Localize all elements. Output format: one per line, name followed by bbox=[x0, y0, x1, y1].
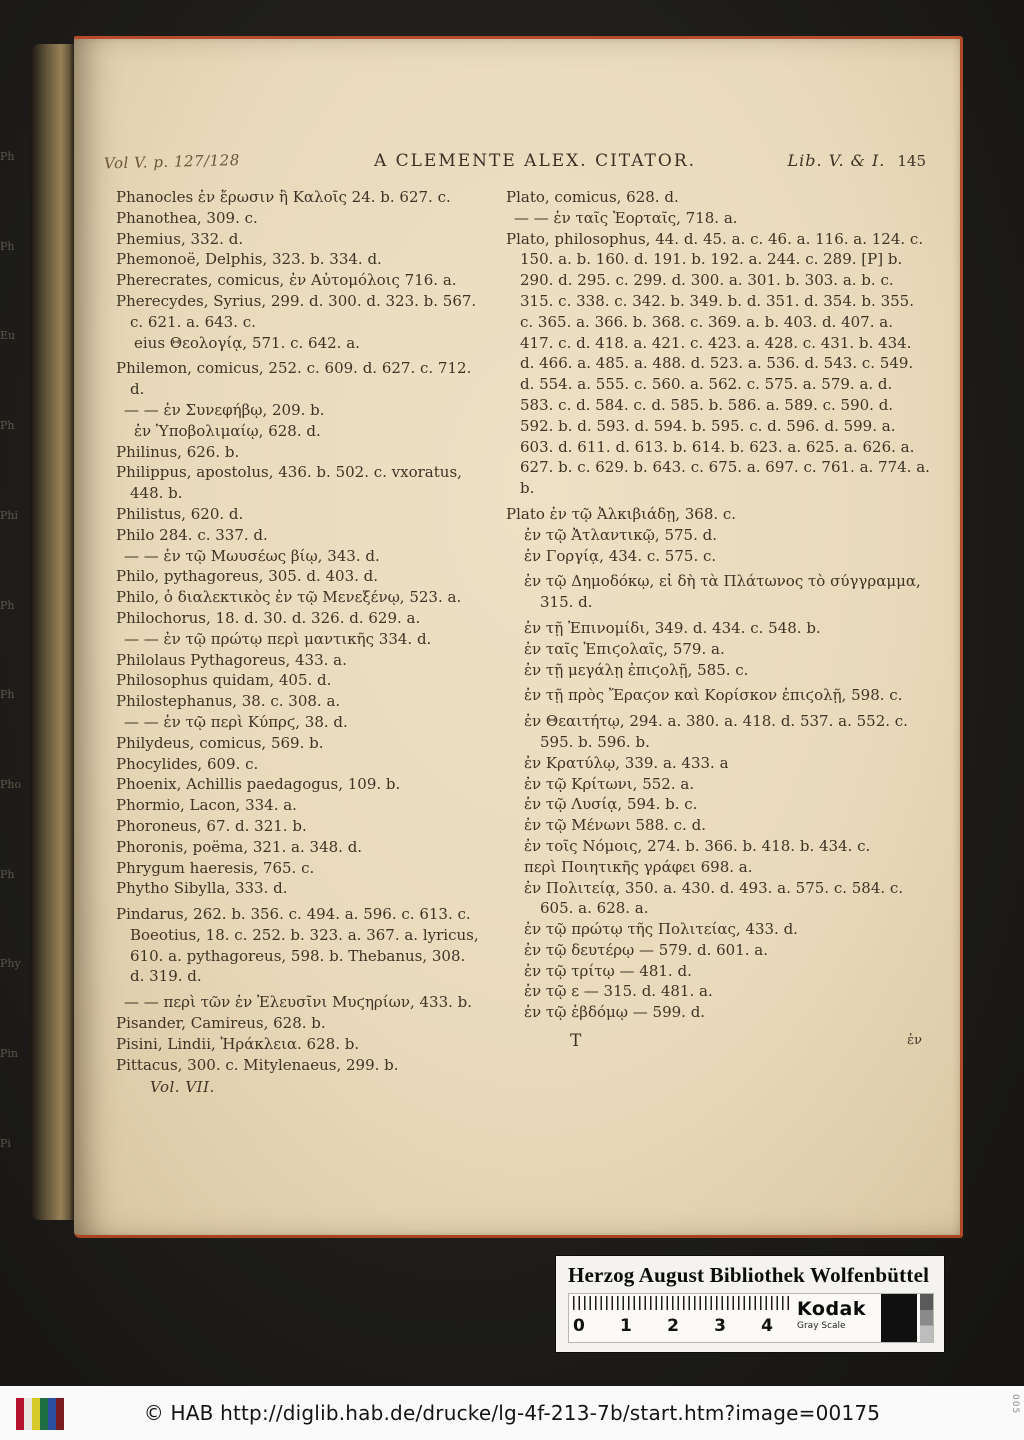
handwritten-annotation: Vol V. p. 127/128 bbox=[103, 150, 240, 173]
edge-fragment: Eu bbox=[0, 329, 16, 343]
edge-fragment: Phy bbox=[0, 957, 21, 971]
color-calibration-strip bbox=[16, 1398, 64, 1430]
page-number: 145 bbox=[897, 152, 926, 170]
index-entry: Philo, ὁ διαλεκτικὸς ἐν τῷ Μενεξένῳ, 523. a. bbox=[116, 588, 462, 607]
index-entry: ἐν τοῖς Νόμοις, 274. b. 366. b. 418. b. 434. c. bbox=[524, 836, 871, 855]
color-swatch bbox=[40, 1398, 48, 1430]
index-entry: Phocylides, 609. c. bbox=[116, 754, 259, 773]
edge-fragment: Pi bbox=[0, 1136, 11, 1150]
ruler-ticks bbox=[573, 1296, 793, 1310]
index-entry: ἐν Κρατύλῳ, 339. a. 433. a bbox=[524, 753, 729, 772]
edge-fragment: Pin bbox=[0, 1047, 19, 1061]
kodak-grayscale-card bbox=[556, 1256, 944, 1352]
black-patch bbox=[881, 1294, 917, 1342]
index-entry: ἐν Ὑποβολιμαίῳ, 628. d. bbox=[134, 421, 321, 440]
index-entry: Philippus, apostolus, 436. b. 502. c. vxoratus, 448. b. bbox=[116, 463, 462, 503]
edge-fragment: Ph bbox=[0, 688, 15, 702]
index-entry: Pittacus, 300. c. Mitylenaeus, 299. b. bbox=[116, 1055, 399, 1074]
index-entry: Pindarus, 262. b. 356. c. 494. a. 596. c. 613. c. Boeotius, 18. c. 252. b. 323. a. 367. a. lyricus, 610. a. pythagoreus, 598. b. Thebanus, 308. d. 319. d. bbox=[116, 905, 479, 986]
color-swatch bbox=[48, 1398, 56, 1430]
signature-mark: T bbox=[570, 1031, 582, 1052]
index-entry: Phanocles ἐν ἔρωσιν ἢ Καλοῖς 24. b. 627. c. bbox=[116, 188, 451, 206]
left-column bbox=[116, 187, 484, 1098]
index-entry: Philydeus, comicus, 569. b. bbox=[116, 733, 324, 752]
book-page bbox=[74, 36, 963, 1238]
color-swatch bbox=[32, 1398, 40, 1430]
index-entry: — — ἐν τῷ Μωυσέως βίῳ, 343. d. bbox=[124, 546, 380, 565]
index-entry: — — ἐν τῷ περὶ Κύπρϛ, 38. d. bbox=[124, 712, 348, 731]
index-entry: Phanothea, 309. c. bbox=[116, 208, 258, 227]
ruler-number: 3 bbox=[714, 1316, 726, 1336]
kodak-logo-text: Kodak bbox=[797, 1298, 866, 1320]
index-entry: Plato ἐν τῷ Ἀλκιβιάδῃ, 368. c. bbox=[506, 504, 737, 523]
index-entry: Philosophus quidam, 405. d. bbox=[116, 671, 332, 690]
edge-fragment: Pho bbox=[0, 778, 22, 792]
index-entry: ἐν τῷ Μένωνι 588. c. d. bbox=[524, 816, 706, 835]
index-entry: Pisander, Camireus, 628. b. bbox=[116, 1014, 326, 1033]
edge-fragment: Ph bbox=[0, 598, 15, 612]
book-reference bbox=[776, 151, 926, 170]
edge-fragment: Phi bbox=[0, 508, 19, 522]
copyright-url-text: © HAB http://diglib.hab.de/drucke/lg-4f-213-7b/start.htm?image=00175 bbox=[143, 1401, 881, 1425]
index-entry: Philinus, 626. b. bbox=[116, 442, 240, 461]
color-swatch bbox=[16, 1398, 24, 1430]
ruler-number: 1 bbox=[620, 1316, 632, 1336]
right-column bbox=[506, 187, 930, 1098]
index-entry: Philo, pythagoreus, 305. d. 403. d. bbox=[116, 567, 379, 586]
catchword: ἐν bbox=[907, 1033, 922, 1049]
index-entry: ἐν τῷ Λυσίᾳ, 594. b. c. bbox=[524, 795, 698, 814]
frame-number: 005 bbox=[1010, 1393, 1020, 1414]
index-entry: — — ἐν ταῖς Ἑορταῖς, 718. a. bbox=[514, 208, 738, 227]
index-entry: — — περὶ τῶν ἐν Ἐλευσῖνι Μυϛηρίων, 433. b. bbox=[124, 993, 473, 1012]
index-entry: ἐν τῷ Ἀτλαντικῷ, 575. d. bbox=[524, 525, 717, 544]
signature-row bbox=[506, 1023, 930, 1052]
grayscale-label: Gray Scale bbox=[797, 1321, 846, 1331]
index-entry: ἐν τῷ ἑβδόμῳ — 599. d. bbox=[524, 1003, 706, 1022]
index-entry: Plato, philosophus, 44. d. 45. a. c. 46. a. 116. a. 124. c. 150. a. b. 160. d. 191. b. 192. a. 244. c. 289. [P] b. 290. d. 295. c. 299. d. 300. a. 301. b. 303. a. b. c. 315. c. 338. c. 342. b. 349. b. d. 351. d. 354. b. 355. c. 365. a. 366. b. 368. c. 369. a. b. 403. d. 407. a. 417. c. d. 418. a. 421. c. 423. a. 428. c. 431. b. 434. d. 466. a. 485. a. 488. d. 523. a. 536. d. 543. c. 549. d. 554. a. 555. c. 560. a. 562. c. 575. a. 579. a. d. 583. c. d. 584. c. d. 585. b. 586. a. 589. c. 590. d. 592. b. d. 593. d. 594. b. 595. c. d. 596. d. 599. a. 603. d. 611. d. 613. b. 614. b. 623. a. 625. a. 626. a. 627. b. c. 629. b. 643. c. 675. a. 697. c. 761. a. 774. a. b. bbox=[506, 229, 930, 498]
library-name: Herzog August Bibliothek Wolfenbüttel bbox=[568, 1263, 930, 1287]
index-entry: ἐν τῇ μεγάλῃ ἐπιϛολῇ, 585. c. bbox=[524, 660, 749, 679]
index-entry: ἐν τῷ Κρίτωνι, 552. a. bbox=[524, 774, 695, 793]
index-entry: Phytho Sibylla, 333. d. bbox=[116, 879, 288, 898]
ruler bbox=[569, 1294, 797, 1342]
index-entry: ἐν τῷ Δημοδόκῳ, εἰ δὴ τὰ Πλάτωνος τὸ σύγγραμμα, 315. d. bbox=[524, 572, 921, 612]
facing-page-fragments bbox=[0, 150, 30, 1150]
ruler-number: 2 bbox=[667, 1316, 679, 1336]
index-entry: Philistus, 620. d. bbox=[116, 504, 244, 523]
edge-fragment: Ph bbox=[0, 419, 15, 433]
index-entry: eius Θεολογίᾳ, 571. c. 642. a. bbox=[134, 333, 360, 352]
index-entry: Philochorus, 18. d. 30. d. 326. d. 629. a. bbox=[116, 608, 421, 627]
ruler-numbers bbox=[573, 1316, 773, 1336]
color-swatch bbox=[24, 1398, 32, 1430]
index-entry: Phormio, Lacon, 334. a. bbox=[116, 796, 297, 815]
edge-fragment: Ph bbox=[0, 239, 15, 253]
index-entry: Phrygum haeresis, 765. c. bbox=[116, 858, 315, 877]
index-entry: περὶ Ποιητικῆς γράφει 698. a. bbox=[524, 857, 753, 876]
index-columns bbox=[74, 171, 960, 1098]
index-entry: Phoroneus, 67. d. 321. b. bbox=[116, 816, 307, 835]
edge-fragment: Ph bbox=[0, 150, 15, 163]
index-entry: Phemonoë, Delphis, 323. b. 334. d. bbox=[116, 250, 382, 269]
lib-ref-text: Lib. V. & I. bbox=[787, 151, 886, 170]
index-entry: Pherecrates, comicus, ἐν Αὐτομόλοις 716. a. bbox=[116, 271, 457, 290]
index-entry: ἐν τῷ δευτέρῳ — 579. d. 601. a. bbox=[524, 940, 768, 959]
index-entry: ἐν ταῖς Ἐπιϛολαῖς, 579. a. bbox=[524, 639, 725, 658]
index-entry: — — ἐν τῷ πρώτῳ περὶ μαντικῆς 334. d. bbox=[124, 629, 432, 648]
index-entry: Philolaus Pythagoreus, 433. a. bbox=[116, 650, 347, 669]
index-entry: ἐν τῇ Ἐπινομίδι, 349. d. 434. c. 548. b. bbox=[524, 618, 821, 637]
kodak-brand bbox=[797, 1294, 881, 1342]
ruler-number: 4 bbox=[761, 1316, 773, 1336]
index-entry: ἐν Θεαιτήτῳ, 294. a. 380. a. 418. d. 537. a. 552. c. 595. b. 596. b. bbox=[524, 712, 908, 751]
index-entry: ἐν Γοργίᾳ, 434. c. 575. c. bbox=[524, 546, 717, 565]
index-entry: ἐν Πολιτείᾳ, 350. a. 430. d. 493. a. 575. c. 584. c. 605. a. 628. a. bbox=[524, 878, 904, 918]
index-entry: Pherecydes, Syrius, 299. d. 300. d. 323. b. 567. c. 621. a. 643. c. bbox=[116, 291, 477, 331]
previous-page-edge bbox=[30, 44, 74, 1220]
edge-fragment: Ph bbox=[0, 867, 15, 881]
right-column-entries bbox=[506, 187, 930, 1023]
index-entry: ἐν τῷ τρίτῳ — 481. d. bbox=[524, 961, 692, 980]
index-entry: Philo 284. c. 337. d. bbox=[116, 525, 268, 544]
running-title: A CLEMENTE ALEX. CITATOR. bbox=[373, 151, 697, 171]
index-entry: Philostephanus, 38. c. 308. a. bbox=[116, 692, 341, 711]
index-entry: ἐν τῷ ε — 315. d. 481. a. bbox=[524, 982, 713, 1001]
index-entry: Plato, comicus, 628. d. bbox=[506, 188, 679, 206]
gray-step-patches bbox=[881, 1294, 933, 1342]
index-entry: Phemius, 332. d. bbox=[116, 229, 244, 248]
index-entry: Philemon, comicus, 252. c. 609. d. 627. c. 712. d. bbox=[116, 359, 472, 399]
index-entry: Pisini, Lindii, Ἡράκλεια. 628. b. bbox=[116, 1034, 360, 1053]
index-entry: — — ἐν Συνεφήβῳ, 209. b. bbox=[124, 400, 325, 419]
gray-step-patch bbox=[920, 1294, 933, 1342]
index-entry: ἐν τῇ πρὸς Ἔραϛον καὶ Κορίσκον ἐπιϛολῇ, 598. c. bbox=[524, 686, 903, 705]
grayscale-bar bbox=[568, 1293, 934, 1343]
index-entry: Phoenix, Achillis paedagogus, 109. b. bbox=[116, 775, 401, 794]
page-header bbox=[74, 39, 960, 171]
index-entry: Vol. VII. bbox=[150, 1078, 215, 1097]
ruler-number: 0 bbox=[573, 1316, 585, 1336]
footer-strip bbox=[0, 1386, 1024, 1440]
color-swatch bbox=[56, 1398, 64, 1430]
index-entry: Phoronis, poëma, 321. a. 348. d. bbox=[116, 837, 363, 856]
index-entry: ἐν τῷ πρώτῳ τῆς Πολιτείας, 433. d. bbox=[524, 920, 798, 939]
